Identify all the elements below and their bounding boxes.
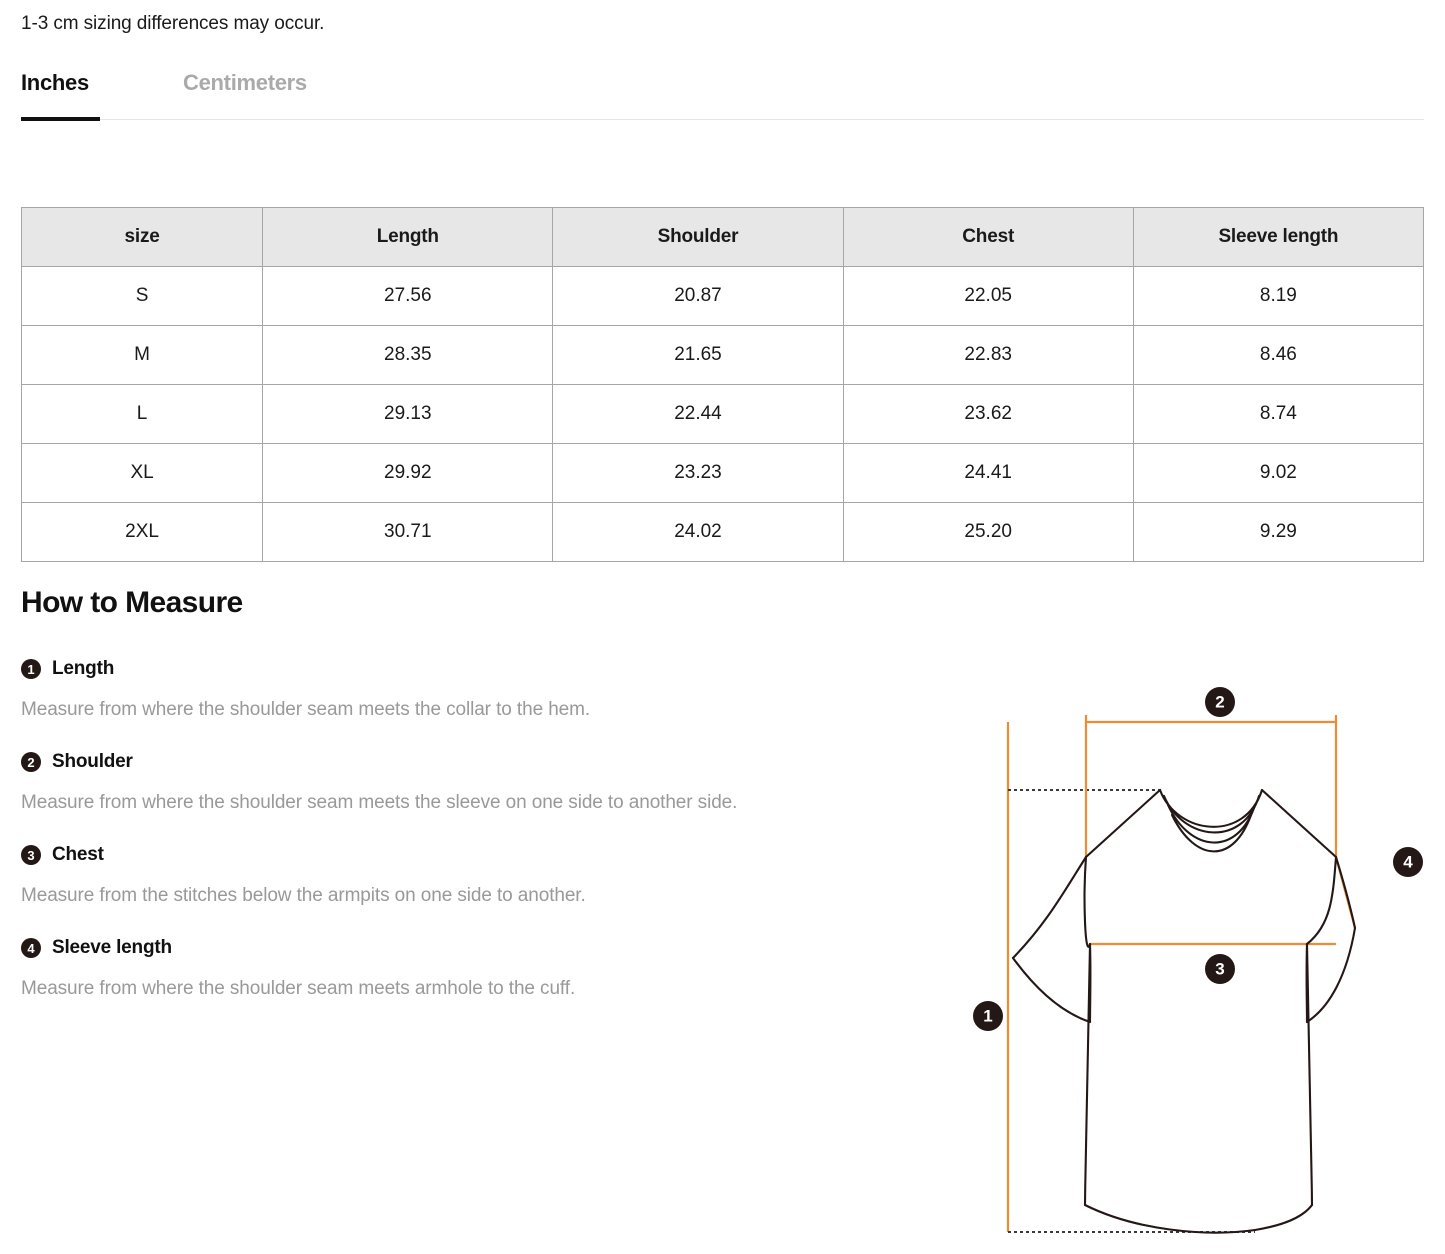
cell-chest: 22.05 — [843, 267, 1133, 326]
diagram-badge-3 — [1205, 954, 1235, 984]
tshirt-measurement-diagram — [955, 665, 1445, 1254]
cell-length: 29.92 — [263, 444, 553, 503]
number-badge-3-icon: 3 — [21, 845, 41, 865]
cell-length: 30.71 — [263, 503, 553, 562]
cell-size: S — [22, 267, 263, 326]
column-header-length: Length — [263, 208, 553, 267]
column-header-size: size — [22, 208, 263, 267]
cell-length: 29.13 — [263, 385, 553, 444]
column-header-sleeve-length: Sleeve length — [1133, 208, 1423, 267]
cell-size: M — [22, 326, 263, 385]
diagram-badge-3-label: 3 — [1215, 959, 1225, 979]
number-badge-4-icon: 4 — [21, 938, 41, 958]
diagram-badge-4-label: 4 — [1403, 852, 1413, 872]
cell-shoulder: 23.23 — [553, 444, 843, 503]
measurement-guides — [1008, 715, 1355, 1232]
cell-size: L — [22, 385, 263, 444]
table-row — [22, 503, 1424, 562]
tab-baseline — [21, 119, 1424, 120]
number-badge-1-icon: 1 — [21, 659, 41, 679]
measure-item-label: Shoulder — [52, 751, 133, 772]
cell-chest: 25.20 — [843, 503, 1133, 562]
cell-sleeve-length: 9.29 — [1133, 503, 1423, 562]
cell-length: 28.35 — [263, 326, 553, 385]
column-header-shoulder: Shoulder — [553, 208, 843, 267]
cell-chest: 24.41 — [843, 444, 1133, 503]
sizing-notice: 1-3 cm sizing differences may occur. — [21, 13, 325, 34]
measure-item-description: Measure from where the shoulder seam meets the collar to the hem. — [21, 699, 591, 720]
how-to-measure-title: How to Measure — [21, 586, 243, 619]
table-row — [22, 267, 1424, 326]
tab-inches[interactable]: Inches — [21, 70, 100, 118]
measure-item-description: Measure from where the shoulder seam meets the sleeve on one side to another side. — [21, 792, 738, 813]
size-chart-table — [21, 207, 1424, 562]
measure-item-label: Sleeve length — [52, 937, 172, 958]
measure-item-sleeve-length — [21, 933, 921, 1000]
tab-active-indicator — [21, 117, 100, 121]
diagram-badge-1-label: 1 — [983, 1006, 993, 1026]
tab-centimeters[interactable]: Centimeters — [183, 70, 307, 118]
cell-sleeve-length: 8.74 — [1133, 385, 1423, 444]
measure-item-label: Length — [52, 658, 115, 679]
cell-sleeve-length: 9.02 — [1133, 444, 1423, 503]
cell-sleeve-length: 8.46 — [1133, 326, 1423, 385]
cell-length: 27.56 — [263, 267, 553, 326]
cell-shoulder: 21.65 — [553, 326, 843, 385]
cell-chest: 22.83 — [843, 326, 1133, 385]
unit-tabs — [21, 70, 1424, 130]
diagram-number-badges — [973, 687, 1423, 1031]
diagram-badge-2 — [1205, 687, 1235, 717]
cell-chest: 23.62 — [843, 385, 1133, 444]
number-badge-2-icon: 2 — [21, 752, 41, 772]
diagram-badge-2-label: 2 — [1215, 692, 1225, 712]
table-row — [22, 385, 1424, 444]
tshirt-outline-icon — [1013, 790, 1355, 1233]
measure-item-description: Measure from the stitches below the armpits on one side to another. — [21, 885, 586, 906]
cell-shoulder: 24.02 — [553, 503, 843, 562]
measure-item-shoulder — [21, 747, 921, 814]
measure-item-length — [21, 654, 921, 721]
measure-item-description: Measure from where the shoulder seam meets armhole to the cuff. — [21, 978, 576, 999]
cell-size: XL — [22, 444, 263, 503]
column-header-chest: Chest — [843, 208, 1133, 267]
table-row — [22, 326, 1424, 385]
table-row — [22, 444, 1424, 503]
table-header-row — [22, 208, 1424, 267]
how-to-measure-list — [21, 650, 921, 1026]
cell-size: 2XL — [22, 503, 263, 562]
cell-sleeve-length: 8.19 — [1133, 267, 1423, 326]
cell-shoulder: 22.44 — [553, 385, 843, 444]
measure-item-chest — [21, 840, 921, 907]
diagram-badge-4 — [1393, 847, 1423, 877]
diagram-badge-1 — [973, 1001, 1003, 1031]
measure-item-label: Chest — [52, 844, 104, 865]
cell-shoulder: 20.87 — [553, 267, 843, 326]
